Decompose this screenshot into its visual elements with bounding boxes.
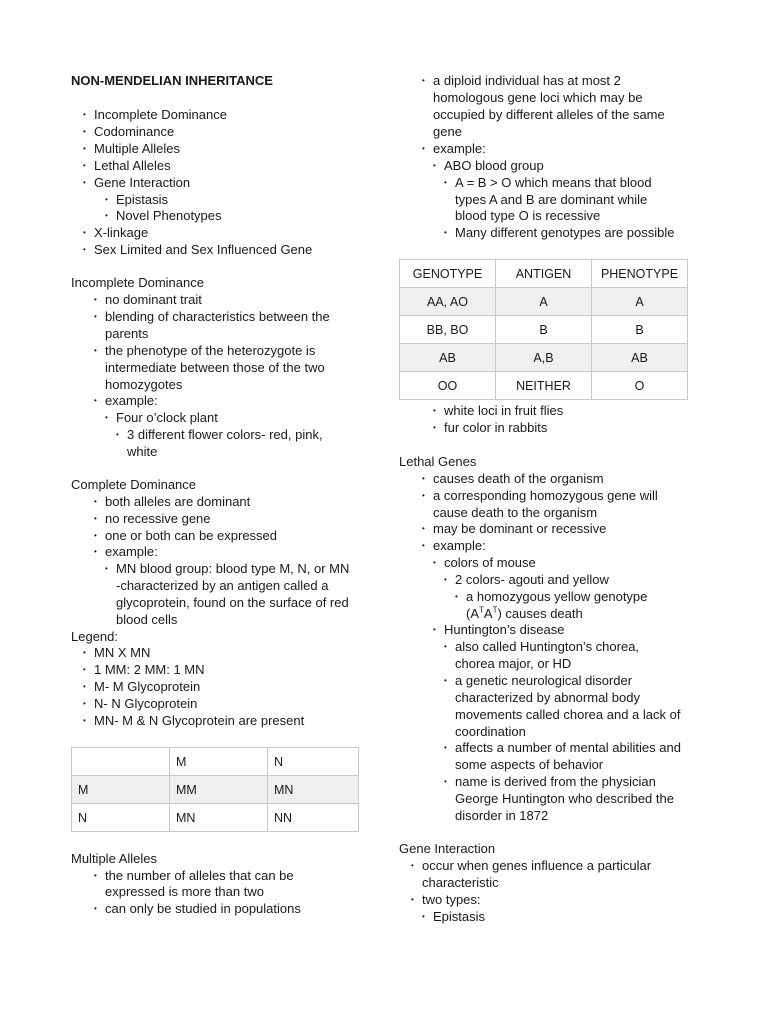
bullet: • bbox=[422, 144, 425, 153]
list-item: both alleles are dominant bbox=[105, 494, 251, 509]
list-item: Gene Interaction bbox=[94, 175, 191, 190]
genotype-part: (A bbox=[466, 606, 479, 621]
bullet: • bbox=[94, 531, 97, 540]
list-item: example: bbox=[433, 538, 486, 553]
table-cell: MM bbox=[170, 776, 268, 804]
bullet: • bbox=[433, 423, 436, 432]
list-item-cont: intermediate between those of the two bbox=[105, 360, 325, 375]
punnett-table bbox=[71, 747, 359, 832]
section-heading: Complete Dominance bbox=[71, 477, 197, 492]
bullet: • bbox=[94, 312, 97, 321]
table-header-cell: GENOTYPE bbox=[400, 260, 496, 288]
bullet: • bbox=[83, 178, 86, 187]
page-title: NON-MENDELIAN INHERITANCE bbox=[71, 73, 273, 88]
table-cell: O bbox=[592, 372, 688, 400]
bullet: • bbox=[433, 406, 436, 415]
table-cell: M bbox=[72, 776, 170, 804]
list-item: one or both can be expressed bbox=[105, 528, 278, 543]
bullet: • bbox=[411, 895, 414, 904]
list-item: occur when genes influence a particular bbox=[422, 858, 652, 873]
list-item: Novel Phenotypes bbox=[116, 208, 222, 223]
bullet: • bbox=[422, 474, 425, 483]
list-item: Epistasis bbox=[116, 192, 169, 207]
bullet: • bbox=[105, 413, 108, 422]
section-heading: Multiple Alleles bbox=[71, 851, 157, 866]
bullet: • bbox=[83, 716, 86, 725]
bullet: • bbox=[422, 76, 425, 85]
bullet: • bbox=[83, 144, 86, 153]
list-item: affects a number of mental abilities and bbox=[455, 740, 681, 755]
list-item: A = B > O which means that blood bbox=[455, 175, 652, 190]
list-item: blending of characteristics between the bbox=[105, 309, 330, 324]
table-cell: AB bbox=[592, 344, 688, 372]
list-item: Incomplete Dominance bbox=[94, 107, 227, 122]
bullet: • bbox=[422, 912, 425, 921]
list-item: ABO blood group bbox=[444, 158, 544, 173]
list-item-cont: white bbox=[127, 444, 158, 459]
bullet: • bbox=[411, 861, 414, 870]
table-cell: A bbox=[592, 288, 688, 316]
list-item: X-linkage bbox=[94, 225, 149, 240]
table-header-cell: ANTIGEN bbox=[496, 260, 592, 288]
bullet: • bbox=[422, 491, 425, 500]
section-heading: Gene Interaction bbox=[399, 841, 496, 856]
legend-heading: Legend: bbox=[71, 629, 118, 644]
table-cell: MN bbox=[170, 804, 268, 832]
legend-item: M- M Glycoprotein bbox=[94, 679, 201, 694]
section-heading: Incomplete Dominance bbox=[71, 275, 204, 290]
bullet: • bbox=[83, 682, 86, 691]
table-cell: A bbox=[496, 288, 592, 316]
table-cell: AA, AO bbox=[400, 288, 496, 316]
list-item: may be dominant or recessive bbox=[433, 521, 607, 536]
list-item: no dominant trait bbox=[105, 292, 202, 307]
list-item-cont: expressed is more than two bbox=[105, 884, 264, 899]
list-item: example: bbox=[433, 141, 486, 156]
list-item: Huntington’s disease bbox=[444, 622, 565, 637]
table-cell: B bbox=[592, 316, 688, 344]
section-heading: Lethal Genes bbox=[399, 454, 477, 469]
bullet: • bbox=[105, 195, 108, 204]
bullet: • bbox=[444, 743, 447, 752]
list-item: Lethal Alleles bbox=[94, 158, 171, 173]
list-item: Sex Limited and Sex Influenced Gene bbox=[94, 242, 313, 257]
list-item: also called Huntington’s chorea, bbox=[455, 639, 640, 654]
bullet: • bbox=[83, 699, 86, 708]
table-cell: BB, BO bbox=[400, 316, 496, 344]
bullet: • bbox=[83, 127, 86, 136]
bullet: • bbox=[444, 228, 447, 237]
list-item: Multiple Alleles bbox=[94, 141, 180, 156]
bullet: • bbox=[422, 524, 425, 533]
bullet: • bbox=[94, 346, 97, 355]
list-item-cont: cause death to the organism bbox=[433, 505, 598, 520]
table-cell: NN bbox=[268, 804, 359, 832]
table-cell: B bbox=[496, 316, 592, 344]
list-item-cont: George Huntington who described the bbox=[455, 791, 674, 806]
list-item: a genetic neurological disorder bbox=[455, 673, 633, 688]
list-item: example: bbox=[105, 393, 158, 408]
list-item: Epistasis bbox=[433, 909, 486, 924]
legend-item: 1 MM: 2 MM: 1 MN bbox=[94, 662, 205, 677]
bullet: • bbox=[83, 161, 86, 170]
list-item: no recessive gene bbox=[105, 511, 211, 526]
list-item: a diploid individual has at most 2 bbox=[433, 73, 621, 88]
list-item: the phenotype of the heterozygote is bbox=[105, 343, 316, 358]
list-item: Many different genotypes are possible bbox=[455, 225, 675, 240]
list-item-cont: chorea major, or HD bbox=[455, 656, 572, 671]
list-item-cont: -characterized by an antigen called a bbox=[116, 578, 329, 593]
table-header-cell: PHENOTYPE bbox=[592, 260, 688, 288]
list-item: a corresponding homozygous gene will bbox=[433, 488, 658, 503]
list-item: 2 colors- agouti and yellow bbox=[455, 572, 609, 587]
bullet: • bbox=[433, 625, 436, 634]
bullet: • bbox=[83, 665, 86, 674]
list-item: fur color in rabbits bbox=[444, 420, 548, 435]
list-item: name is derived from the physician bbox=[455, 774, 656, 789]
bullet: • bbox=[105, 211, 108, 220]
list-item: Codominance bbox=[94, 124, 175, 139]
list-item: causes death of the organism bbox=[433, 471, 604, 486]
bullet: • bbox=[444, 777, 447, 786]
table-cell: OO bbox=[400, 372, 496, 400]
list-item-cont: types A and B are dominant while bbox=[455, 192, 648, 207]
legend-item: N- N Glycoprotein bbox=[94, 696, 198, 711]
list-item: white loci in fruit flies bbox=[444, 403, 564, 418]
bullet: • bbox=[422, 541, 425, 550]
bullet: • bbox=[83, 110, 86, 119]
bullet: • bbox=[94, 547, 97, 556]
bullet: • bbox=[455, 592, 458, 601]
legend-item: MN X MN bbox=[94, 645, 151, 660]
bullet: • bbox=[433, 161, 436, 170]
bullet: • bbox=[83, 228, 86, 237]
list-item-cont: homologous gene loci which may be bbox=[433, 90, 643, 105]
table-cell: M bbox=[170, 748, 268, 776]
bullet: • bbox=[94, 396, 97, 405]
list-item: can only be studied in populations bbox=[105, 901, 301, 916]
genotype-notation bbox=[466, 605, 583, 622]
list-item: example: bbox=[105, 544, 158, 559]
legend-item: MN- M & N Glycoprotein are present bbox=[94, 713, 305, 728]
list-item-cont: occupied by different alleles of the same bbox=[433, 107, 665, 122]
list-item-cont: glycoprotein, found on the surface of red bbox=[116, 595, 349, 610]
list-item-cont: characteristic bbox=[422, 875, 499, 890]
list-item: a homozygous yellow genotype bbox=[466, 589, 648, 604]
list-item: MN blood group: blood type M, N, or MN bbox=[116, 561, 350, 576]
list-item: two types: bbox=[422, 892, 481, 907]
bullet: • bbox=[94, 295, 97, 304]
genotype-part: ) causes death bbox=[497, 606, 583, 621]
bullet: • bbox=[444, 676, 447, 685]
bullet: • bbox=[116, 430, 119, 439]
list-item: Four o’clock plant bbox=[116, 410, 218, 425]
bullet: • bbox=[444, 575, 447, 584]
bullet: • bbox=[105, 564, 108, 573]
genotype-part: A bbox=[483, 606, 493, 621]
table-cell: NEITHER bbox=[496, 372, 592, 400]
list-item: colors of mouse bbox=[444, 555, 536, 570]
abo-table bbox=[399, 259, 688, 400]
list-item-cont: coordination bbox=[455, 724, 526, 739]
genotype-superscript: T bbox=[479, 605, 484, 615]
bullet: • bbox=[83, 648, 86, 657]
bullet: • bbox=[444, 642, 447, 651]
genotype-superscript: T bbox=[492, 605, 498, 615]
table-cell: N bbox=[72, 804, 170, 832]
list-item-cont: gene bbox=[433, 124, 462, 139]
list-item: 3 different flower colors- red, pink, bbox=[127, 427, 323, 442]
list-item-cont: movements called chorea and a lack of bbox=[455, 707, 681, 722]
bullet: • bbox=[83, 245, 86, 254]
list-item-cont: characterized by abnormal body bbox=[455, 690, 640, 705]
bullet: • bbox=[444, 178, 447, 187]
list-item-cont: homozygotes bbox=[105, 377, 183, 392]
table-cell: A,B bbox=[496, 344, 592, 372]
bullet: • bbox=[94, 497, 97, 506]
list-item-cont: disorder in 1872 bbox=[455, 808, 549, 823]
table-cell bbox=[72, 748, 170, 776]
list-item-cont: some aspects of behavior bbox=[455, 757, 604, 772]
list-item-cont: parents bbox=[105, 326, 149, 341]
list-item-cont: blood cells bbox=[116, 612, 178, 627]
bullet: • bbox=[433, 558, 436, 567]
bullet: • bbox=[94, 514, 97, 523]
table-cell: AB bbox=[400, 344, 496, 372]
table-cell: N bbox=[268, 748, 359, 776]
bullet: • bbox=[94, 871, 97, 880]
list-item-cont: blood type O is recessive bbox=[455, 208, 601, 223]
table-cell: MN bbox=[268, 776, 359, 804]
bullet: • bbox=[94, 904, 97, 913]
list-item: the number of alleles that can be bbox=[105, 868, 294, 883]
